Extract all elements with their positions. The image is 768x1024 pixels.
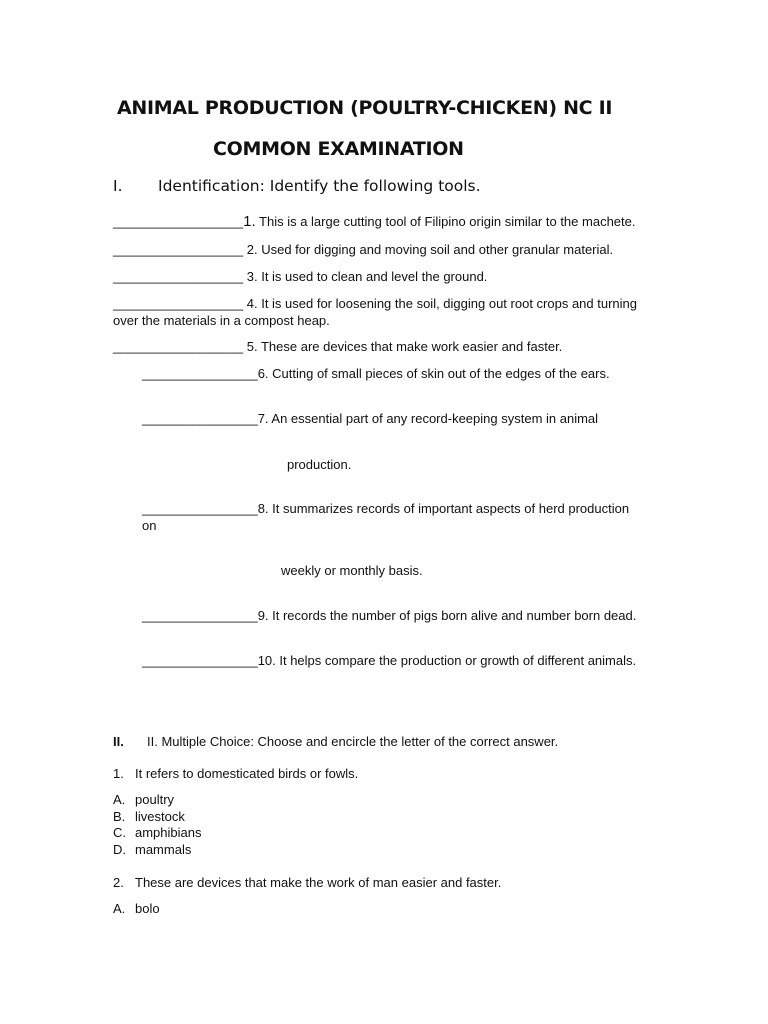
question-10 xyxy=(142,653,636,668)
question-4 xyxy=(113,296,637,311)
mc-question-number: 2. xyxy=(113,875,124,890)
question-text: 2. Used for digging and moving soil and other granular material. xyxy=(243,242,614,257)
section-2-heading: II. Multiple Choice: Choose and encircle the letter of the correct answer. xyxy=(147,734,559,749)
answer-blank: ________________ xyxy=(142,366,258,381)
choice-item xyxy=(113,809,202,826)
choice-letter: D. xyxy=(113,841,126,857)
choice-text: amphibians xyxy=(135,825,202,840)
answer-blank: __________________ xyxy=(113,296,244,311)
answer-blank: ________________ xyxy=(142,608,258,623)
choice-letter: A. xyxy=(113,901,126,916)
answer-blank: ________________ xyxy=(142,411,258,426)
question-3 xyxy=(113,269,487,284)
question-text: 3. It is used to clean and level the ground. xyxy=(243,269,488,284)
mc-question-2-choices xyxy=(113,901,160,918)
answer-blank: ________________ xyxy=(142,501,258,516)
choice-item xyxy=(113,901,160,918)
choice-text: livestock xyxy=(135,808,185,824)
question-text: 7. An essential part of any record-keeping system in animal xyxy=(257,411,599,426)
answer-blank: __________________ xyxy=(113,214,244,229)
question-text: 8. It summarizes records of important aspects of herd production xyxy=(257,501,630,516)
question-8-continuation-2: weekly or monthly basis. xyxy=(281,563,423,578)
mc-question-1 xyxy=(113,766,358,781)
answer-blank: ________________ xyxy=(142,653,258,668)
answer-blank: __________________ xyxy=(113,339,244,354)
section-2-numeral: II. xyxy=(113,734,124,749)
choice-text: bolo xyxy=(135,901,160,916)
answer-blank: __________________ xyxy=(113,242,244,257)
question-text: 6. Cutting of small pieces of skin out of the edges of the ears. xyxy=(257,366,610,381)
question-text: This is a large cutting tool of Filipino origin similar to the machete. xyxy=(255,214,636,229)
question-9 xyxy=(142,608,636,623)
question-2 xyxy=(113,242,613,257)
document-subtitle: COMMON EXAMINATION xyxy=(213,138,464,160)
question-6 xyxy=(142,366,610,381)
question-8-continuation: on xyxy=(142,518,157,533)
question-7 xyxy=(142,411,598,426)
choice-letter: B. xyxy=(113,808,126,824)
choice-item xyxy=(113,825,202,842)
question-1 xyxy=(113,213,635,230)
question-text: 9. It records the number of pigs born alive and number born dead. xyxy=(257,608,637,623)
question-text: 4. It is used for loosening the soil, digging out root crops and turning xyxy=(243,296,637,311)
choice-text: poultry xyxy=(135,792,175,807)
choice-letter: A. xyxy=(113,792,126,807)
question-8 xyxy=(142,501,629,516)
question-text: 5. These are devices that make work easier and faster. xyxy=(243,339,563,354)
section-1-numeral: I. xyxy=(113,177,123,195)
section-1-heading: Identification: Identify the following tools. xyxy=(158,177,481,195)
choice-letter: C. xyxy=(113,825,126,840)
mc-question-text: These are devices that make the work of man easier and faster. xyxy=(135,875,502,890)
choice-item xyxy=(113,842,202,859)
question-number: 1. xyxy=(243,213,256,230)
question-7-continuation: production. xyxy=(287,457,352,472)
mc-question-2 xyxy=(113,875,501,890)
document-title: ANIMAL PRODUCTION (POULTRY-CHICKEN) NC II xyxy=(117,97,613,119)
mc-question-number: 1. xyxy=(113,766,124,781)
choice-item xyxy=(113,792,202,809)
question-4-continuation: over the materials in a compost heap. xyxy=(113,313,330,328)
mc-question-1-choices xyxy=(113,792,202,858)
answer-blank: __________________ xyxy=(113,269,244,284)
mc-question-text: It refers to domesticated birds or fowls. xyxy=(135,766,359,781)
choice-text: mammals xyxy=(135,841,192,857)
question-text: 10. It helps compare the production or growth of different animals. xyxy=(257,653,637,668)
question-5 xyxy=(113,339,562,354)
